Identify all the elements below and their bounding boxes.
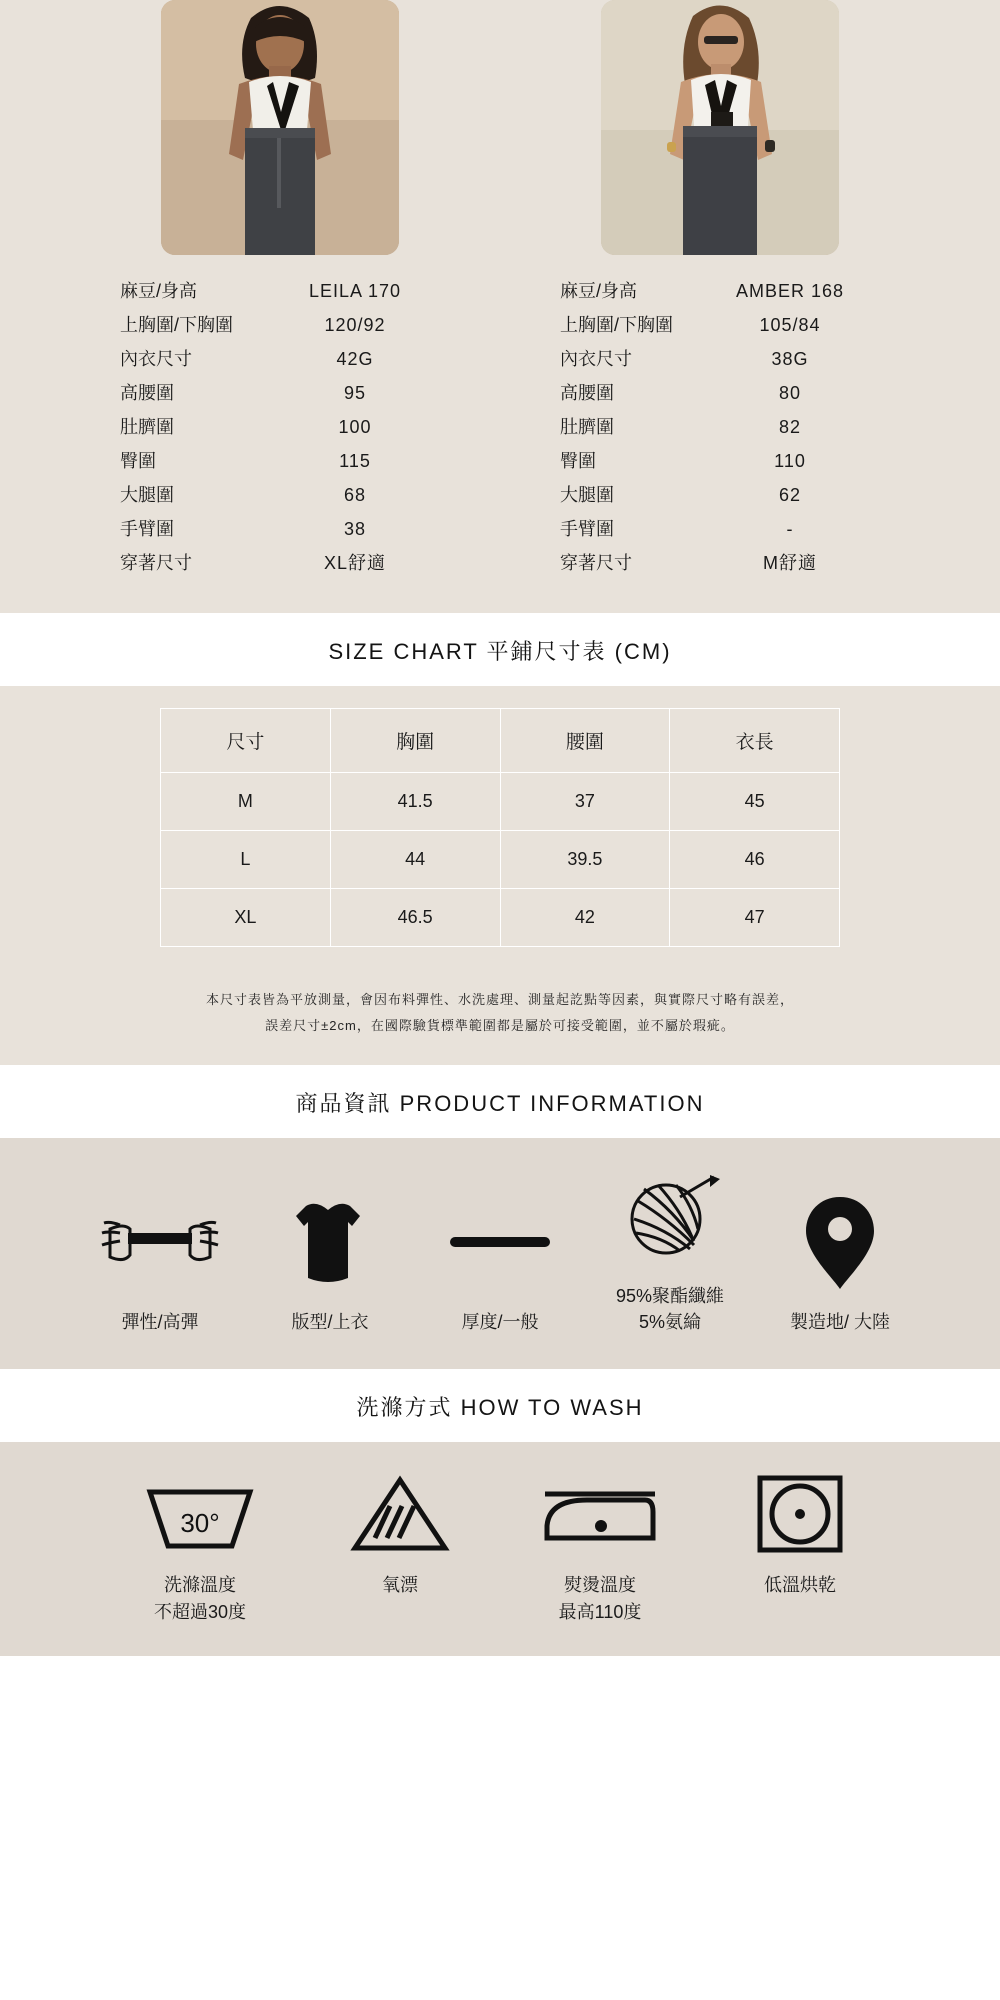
model-card-leila (95, 0, 465, 579)
spec-row (560, 545, 880, 579)
spec-row (560, 273, 880, 307)
location-pin-icon (755, 1190, 925, 1295)
spec-row (560, 409, 880, 443)
spec-value: AMBER 168 (735, 281, 845, 301)
wash-item-iron (500, 1468, 700, 1626)
spec-row (560, 341, 880, 375)
note-line-2: 誤差尺寸±2cm，在國際驗貨標準範圍都是屬於可接受範圍，並不屬於瑕疵。 (265, 1018, 735, 1033)
spec-label: 手臂圍 (560, 519, 614, 539)
spec-label: 內衣尺寸 (560, 349, 632, 369)
spec-label: 內衣尺寸 (120, 349, 192, 369)
table-cell: 45 (670, 773, 840, 831)
table-row (161, 831, 840, 889)
how-to-wash-title: 洗滌方式 HOW TO WASH (0, 1369, 1000, 1442)
spec-label: 麻豆/身高 (120, 281, 198, 301)
model-card-amber (535, 0, 905, 579)
size-chart-table (160, 708, 840, 947)
info-label: 彈性/高彈 (121, 1312, 199, 1333)
info-item-origin (755, 1190, 925, 1335)
table-cell: 41.5 (330, 773, 500, 831)
spec-row (120, 375, 440, 409)
spec-value: 100 (338, 417, 372, 437)
spec-value: 80 (778, 383, 802, 403)
table-header-cell: 尺寸 (161, 709, 331, 773)
spec-label: 大腿圍 (120, 485, 174, 505)
table-cell: 47 (670, 889, 840, 947)
spec-table-amber (560, 273, 880, 579)
spec-value: 110 (774, 451, 806, 471)
wash-label: 氧漂 (382, 1575, 418, 1596)
spec-row (560, 511, 880, 545)
info-label: 版型/上衣 (291, 1312, 369, 1333)
info-label: 95%聚酯纖維 5%氨綸 (615, 1286, 725, 1333)
table-header-cell: 胸圍 (330, 709, 500, 773)
table-row (161, 773, 840, 831)
table-cell: 46 (670, 831, 840, 889)
wash-item-bleach (300, 1468, 500, 1626)
table-row (161, 889, 840, 947)
info-item-thickness (415, 1190, 585, 1335)
table-cell: XL (161, 889, 331, 947)
spec-row (560, 307, 880, 341)
spec-label: 臀圍 (560, 451, 596, 471)
size-chart-note (0, 977, 1000, 1065)
note-line-1: 本尺寸表皆為平放測量，會因布料彈性、水洗處理、測量起訖點等因素，與實際尺寸略有誤差， (205, 992, 794, 1007)
spec-value: 38 (343, 519, 367, 539)
bleach-triangle-icon (300, 1468, 500, 1560)
spec-label: 穿著尺寸 (120, 553, 192, 573)
spec-value: 68 (343, 485, 367, 505)
table-cell: L (161, 831, 331, 889)
spec-value: 82 (778, 417, 802, 437)
iron-icon (500, 1468, 700, 1560)
spec-row (560, 375, 880, 409)
spec-label: 大腿圍 (560, 485, 614, 505)
spec-row (120, 341, 440, 375)
spec-value: 120/92 (324, 315, 386, 335)
thickness-icon (415, 1190, 585, 1295)
spec-label: 手臂圍 (120, 519, 174, 539)
wash-label: 熨燙溫度 最高110度 (558, 1575, 642, 1623)
size-chart-section (0, 686, 1000, 977)
table-cell: 39.5 (500, 831, 670, 889)
svg-text:30°: 30° (180, 1508, 220, 1539)
table-cell: 46.5 (330, 889, 500, 947)
model-photo-leila (161, 0, 399, 255)
spec-label: 肚臍圍 (560, 417, 614, 437)
table-header-cell: 腰圍 (500, 709, 670, 773)
spec-row (560, 443, 880, 477)
spec-row (120, 443, 440, 477)
model-measurement-section (0, 0, 1000, 613)
spec-row (120, 409, 440, 443)
spec-value: - (786, 519, 794, 539)
spec-value: 42G (336, 349, 374, 369)
spec-table-leila (120, 273, 440, 579)
spec-label: 臀圍 (120, 451, 156, 471)
spec-value: 105/84 (759, 315, 821, 335)
spec-label: 高腰圍 (560, 383, 614, 403)
spec-label: 麻豆/身高 (560, 281, 638, 301)
spec-value: 95 (343, 383, 367, 403)
model-photo-amber (601, 0, 839, 255)
spec-row (120, 477, 440, 511)
wash-item-temperature (100, 1468, 300, 1626)
table-cell: 37 (500, 773, 670, 831)
product-information-title: 商品資訊 PRODUCT INFORMATION (0, 1065, 1000, 1138)
table-cell: M (161, 773, 331, 831)
spec-value: M舒適 (763, 553, 817, 573)
spec-row (120, 511, 440, 545)
spec-value: 38G (771, 349, 809, 369)
wash-item-tumble-dry (700, 1468, 900, 1626)
spec-label: 上胸圍/下胸圍 (560, 315, 674, 335)
spec-label: 上胸圍/下胸圍 (120, 315, 234, 335)
info-label: 厚度/一般 (461, 1312, 539, 1333)
spec-value: 115 (339, 451, 371, 471)
table-header-row (161, 709, 840, 773)
spec-row (120, 273, 440, 307)
table-header-cell: 衣長 (670, 709, 840, 773)
tumble-dry-icon (700, 1468, 900, 1560)
garment-shape-icon (245, 1190, 415, 1295)
how-to-wash-section (0, 1442, 1000, 1656)
size-chart-title: SIZE CHART 平鋪尺寸表 (CM) (0, 613, 1000, 686)
table-cell: 44 (330, 831, 500, 889)
stretch-icon (75, 1190, 245, 1295)
spec-label: 穿著尺寸 (560, 553, 632, 573)
info-item-shape (245, 1190, 415, 1335)
wash-label: 洗滌溫度 不超過30度 (153, 1575, 247, 1623)
table-cell: 42 (500, 889, 670, 947)
spec-row (560, 477, 880, 511)
wash-label: 低溫烘乾 (764, 1575, 836, 1596)
spec-value: LEILA 170 (308, 281, 402, 301)
yarn-ball-icon (585, 1164, 755, 1269)
info-label: 製造地/ 大陸 (789, 1312, 890, 1333)
spec-label: 肚臍圍 (120, 417, 174, 437)
info-item-material (585, 1164, 755, 1335)
product-information-section (0, 1138, 1000, 1369)
spec-row (120, 307, 440, 341)
spec-value: XL舒適 (323, 553, 387, 573)
spec-row (120, 545, 440, 579)
wash-tub-icon (100, 1468, 300, 1560)
info-item-elasticity (75, 1190, 245, 1335)
spec-label: 高腰圍 (120, 383, 174, 403)
spec-value: 62 (778, 485, 802, 505)
